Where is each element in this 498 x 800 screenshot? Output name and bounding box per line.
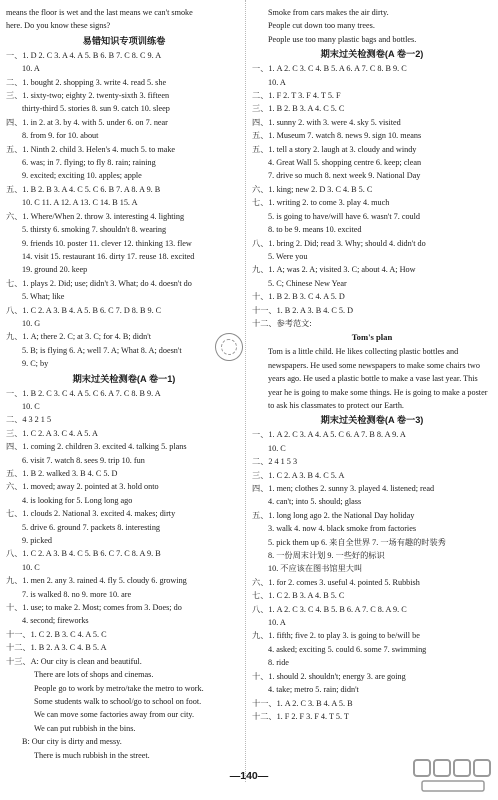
answer-line: 3. walk 4. now 4. black smoke from factories [268,524,417,534]
answer-line: 9. C; by [22,359,49,369]
answer-line: 五、1. tell a story 2. laugh at 3. cloudy and windy [252,144,417,154]
answer-line: 一、1. D 2. C 3. A 4. A 5. B 6. B 7. C 8. C 9. A [6,50,162,60]
answer-line: 10. C [268,443,286,453]
answer-line: 八、1. bring 2. Did; read 3. Why; should 4. didn't do [252,238,426,248]
answer-line: There is much rubbish in the street. [34,750,150,760]
answer-line: 8. ride [268,658,289,668]
answer-line: 六、1. king; new 2. D 3. C 4. B 5. C [252,184,373,194]
answer-line: 五、1. B 2. walked 3. B 4. C 5. D [6,469,118,478]
answer-line: 9. picked [22,536,53,546]
answer-line: 六、1. for 2. comes 3. useful 4. pointed 5. Rubbish [252,577,420,587]
answer-line: 5. What; like [22,292,65,302]
answer-line: 5. drive 6. ground 7. packets 8. interesting [22,522,161,532]
answer-line: 十一、1. B 2. A 3. B 4. C 5. D [252,305,353,315]
answer-line: 九、1. men 2. any 3. rained 4. fly 5. cloudy 6. growing [6,576,187,586]
answer-line: 5. C; Chinese New Year [268,278,347,288]
answer-line: People cut down too many trees. [268,21,375,31]
answer-line: 五、1. Ninth 2. child 3. Helen's 4. much 5. to make [6,144,176,154]
watermark-logo-icon [412,756,494,796]
answer-line: We can put rubbish in the bins. [34,723,136,733]
answer-line: 8. to be 9. means 10. excited [268,225,362,235]
answer-line: 4. second; fireworks [22,616,89,626]
answer-line: 6. was; in 7. flying; to fly 8. rain; raining [22,158,156,168]
answer-line: 10. C 11. A 12. A 13. C 14. B 15. A [22,198,138,208]
answer-line: 七、1. writing 2. to come 3. play 4. much [252,198,390,208]
answer-line: 二、2 4 1 5 3 [252,457,298,467]
answer-line: 5. thirsty 6. smoking 7. shouldn't 8. wearing [22,225,167,235]
answer-line: 一、1. A 2. C 3. A 4. A 5. C 6. A 7. B 8. A 9. A [252,430,406,440]
answer-line: 五、1. long long ago 2. the National Day holiday [252,510,415,520]
answer-line: 八、1. C 2. A 3. B 4. C 5. B 6. C 7. C 8. A 9. B [6,549,161,559]
answer-line: 三、1. B 2. B 3. A 4. C 5. C [252,104,345,114]
answer-line: 九、1. A; there 2. C; at 3. C; for 4. B; didn't [6,332,151,342]
answer-line: 十二、1. F 2. F 3. F 4. T 5. T [252,711,349,721]
answer-line: 十、1. should 2. shouldn't; energy 3. are going [252,671,406,681]
answer-line: 四、1. sunny 2. with 3. were 4. sky 5. visited [252,117,401,127]
answer-line: 五、1. B 2. B 3. A 4. C 5. C 6. B 7. A 8. A 9. B [6,184,161,194]
answer-line: 7. is walked 8. no 9. more 10. are [22,589,132,599]
answer-line: People go to work by metro/take the metro to work. [34,683,204,693]
answer-line: 十三、A: Our city is clean and beautiful. [6,656,142,666]
answer-line: 六、1. moved; away 2. pointed at 3. hold onto [6,482,159,492]
answer-line: 10. A [268,618,286,628]
essay-title: Tom's plan [351,332,393,343]
answer-line: Some students walk to school/go to school on foot. [34,696,202,706]
answer-line: 九、1. A; was 2. A; visited 3. C; about 4. A; How [252,265,416,275]
answer-line: 8. from 9. for 10. about [22,131,99,141]
answer-line: 五、1. Museum 7. watch 8. news 9. sign 10. means [252,131,422,141]
answer-line: 6. visit 7. watch 8. sees 9. trip 10. fun [22,455,145,465]
answer-line: 5. pick them up 6. 来自全世界 7. 一场有趣的时装秀 [268,537,446,547]
section-title: 期末过关检测卷(A 卷一2) [320,49,424,60]
answer-line: 5. Were you [268,251,308,261]
answer-line: 十二、参考范文: [252,318,312,328]
answer-line: 二、4 3 2 1 5 [6,415,52,425]
answer-line: People use too many plastic bags and bottles. [268,34,417,44]
answer-line: 10. G [22,318,41,328]
answer-line: 二、1. F 2. T 3. F 4. T 5. F [252,91,341,101]
answer-line: 十一、1. C 2. B 3. C 4. A 5. C [6,629,107,639]
answer-line: We can move some factories away from our city. [34,710,194,720]
answer-line: 四、1. men; clothes 2. sunny 3. played 4. listened; read [252,484,435,493]
answer-line: 三、1. C 2. A 3. B 4. C 5. A [252,470,345,480]
section-title: 期末过关检测卷(A 卷一3) [320,415,424,426]
answer-line: means the floor is wet and the last means we can't smoke [6,8,193,17]
essay-paragraph: Tom is a little child. He likes collecting plastic bottles and newspapers. He used some newspapers to make some chairs two years ago. He used a plastic bottle to make a vase last year. This year he is going to make some things. He is going to make a poster to ask his classmates to protect our Earth. [268,347,488,410]
answer-line: 七、1. clouds 2. National 3. excited 4. makes; dirty [6,509,176,519]
answer-line: 5. B; is flying 6. A; well 7. A; What 8. A; doesn't [22,345,182,355]
answer-line: 4. asked; exciting 5. could 6. some 7. swimming [268,644,427,654]
left-column [6,6,242,762]
column-divider [245,0,246,782]
answer-line: 19. ground 20. keep [22,265,88,275]
answer-line: 4. is looking for 5. Long long ago [22,495,133,505]
page-number: —140— [229,770,269,782]
answer-line: 10. C [22,401,40,411]
answer-line: 一、1. A 2. C 3. C 4. B 5. A 6. A 7. C 8. B 9. C [252,64,407,74]
answer-line: 八、1. C 2. A 3. B 4. A 5. B 6. C 7. D 8. B 9. C [6,305,162,315]
answer-line: 十、1. use; to make 2. Most; comes from 3. Does; do [6,603,182,613]
answer-line: 三、1. C 2. A 3. C 4. A 5. A [6,428,98,438]
answer-line: 10. C [22,562,40,572]
answer-line: 十、1. B 2. B 3. C 4. A 5. D [252,292,345,302]
answer-line: here. Do you know these signs? [6,21,111,31]
answer-line: 三、1. sixty-two; eighty 2. twenty-sixth 3. fifteen [6,91,170,101]
answer-line: 一、1. B 2. C 3. C 4. A 5. C 6. A 7. C 8. B 9. A [6,388,161,398]
answer-line: 四、1. in 2. at 3. by 4. with 5. under 6. on 7. near [6,117,168,127]
section-title: 易错知识专项训练卷 [82,35,166,46]
answer-line: 10. 不应该在图书馆里大叫 [268,564,363,574]
answer-line: 14. visit 15. restaurant 16. dirty 17. reuse 18. excited [22,251,195,261]
answer-line: 9. excited; exciting 10. apples; apple [22,171,142,181]
answer-line: 4. take; metro 5. rain; didn't [268,685,359,695]
answer-line: 九、1. fifth; five 2. to play 3. is going to be/will be [252,631,420,641]
answer-line: 4. Great Wall 5. shopping centre 6. keep; clean [268,158,422,168]
answer-line: 七、1. plays 2. Did; use; didn't 3. What; do 4. doesn't do [6,278,192,288]
answer-line: 4. can't; into 5. should; glass [268,497,362,507]
answer-line: 9. friends 10. poster 11. clever 12. thinking 13. flew [22,238,192,248]
answer-line: B: Our city is dirty and messy. [22,737,122,747]
answer-line: thirty-third 5. stories 8. sun 9. catch 10. sleep [22,104,170,114]
answer-line: Smoke from cars makes the air dirty. [268,8,389,17]
answer-line: 十二、1. B 2. A 3. C 4. B 5. A [6,643,107,653]
answer-line: 八、1. A 2. C 3. C 4. B 5. B 6. A 7. C 8. A 9. C [252,604,407,614]
answer-line: 10. A [268,77,286,87]
section-title: 期末过关检测卷(A 卷一1) [72,373,176,384]
answer-line: 十一、1. A 2. C 3. B 4. A 5. B [252,698,353,708]
answer-line: 六、1. Where/When 2. throw 3. interesting 4. lighting [6,211,185,221]
answer-line: 5. is going to have/will have 6. wasn't 7. could [268,211,421,221]
answer-line: 四、1. coming 2. children 3. excited 4. talking 5. plans [6,442,187,452]
answer-line: 10. A [22,64,40,74]
answer-line: 二、1. bought 2. shopping 3. write 4. read 5. she [6,77,167,87]
answer-line: 7. drive so much 8. next week 9. National Day [268,171,421,181]
answer-line: 七、1. C 2. B 3. A 4. B 5. C [252,591,345,601]
answer-line: 8. 一份周末计划 9. 一些好的标识 [268,551,385,561]
answer-line: There are lots of shops and cinemas. [34,670,154,680]
right-column [252,6,492,723]
